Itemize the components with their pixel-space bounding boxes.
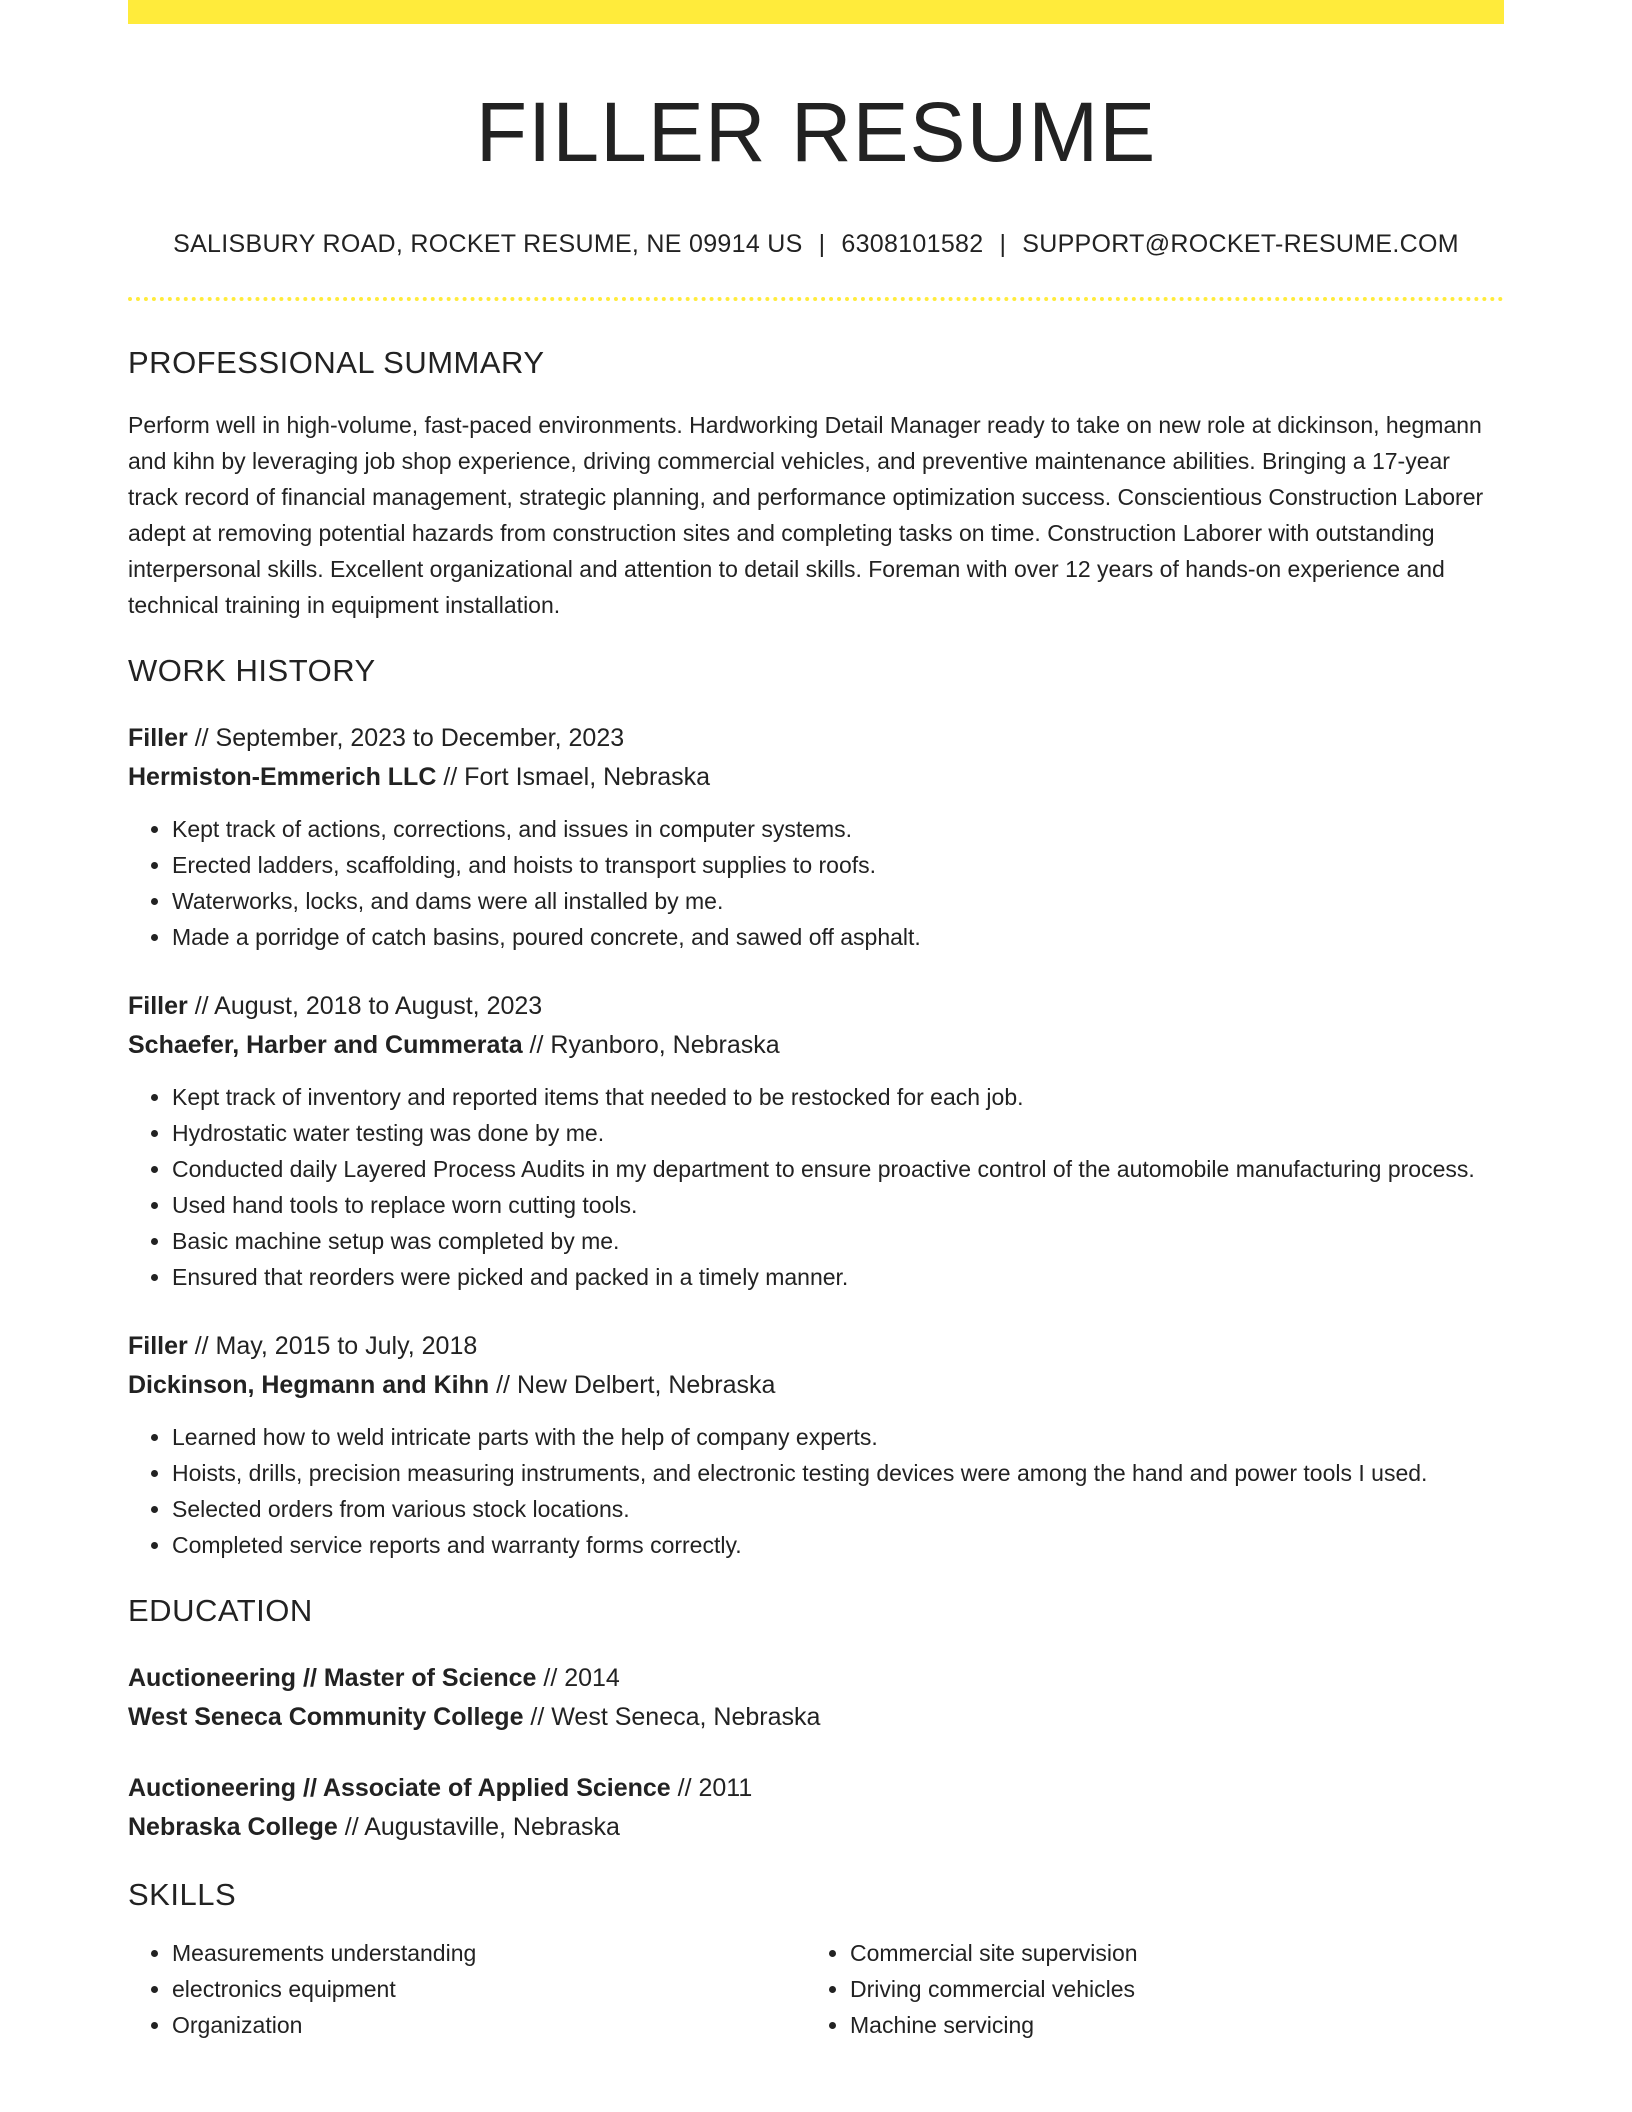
list-item: • Erected ladders, scaffolding, and hoists to transport supplies to roofs. xyxy=(172,847,1504,883)
skill-item: • electronics equipment xyxy=(172,1971,806,2007)
contact-address: SALISBURY ROAD, ROCKET RESUME, NE 09914 US xyxy=(173,230,803,259)
summary-text: Perform well in high-volume, fast-paced environments. Hardworking Detail Manager ready to take on new role at dickinson, hegmann and kihn by leveraging job shop experience, driving commercial vehicles, and preventive maintenance abilities. Bringing a 17-year track record of financial management, strategic planning, and performance optimization success. Conscientious Construction Laborer adept at removing potential hazards from construction sites and completing tasks on time. Construction Laborer with outstanding interpersonal skills. Excellent organizational and attention to detail skills. Foreman with over 12 years of hands-on experience and technical training in equipment installation. xyxy=(128,412,1484,619)
education-degree: Auctioneering // Master of Science xyxy=(128,1664,537,1693)
summary-heading: PROFESSIONAL SUMMARY xyxy=(128,345,545,381)
education-entry xyxy=(128,1769,1504,1847)
skill-item: • Organization xyxy=(172,2007,806,2043)
contact-separator: | xyxy=(818,230,826,259)
education-location: // West Seneca, Nebraska xyxy=(523,1703,821,1732)
list-item: • Learned how to weld intricate parts with the help of company experts. xyxy=(172,1419,1504,1455)
job-location: // Ryanboro, Nebraska xyxy=(522,1031,780,1060)
list-item: • Completed service reports and warranty forms correctly. xyxy=(172,1527,1504,1563)
education-entry xyxy=(128,1659,1504,1737)
education-school: Nebraska College xyxy=(128,1813,338,1842)
job-dates: // August, 2018 to August, 2023 xyxy=(187,992,543,1021)
education-degree-line xyxy=(128,1769,1504,1808)
list-item: • Kept track of actions, corrections, and issues in computer systems. xyxy=(172,811,1504,847)
dotted-divider xyxy=(128,297,1504,301)
contact-phone: 6308101582 xyxy=(841,230,984,259)
job-title-line xyxy=(128,719,1504,758)
job-bullets xyxy=(128,1419,1504,1563)
list-item: • Waterworks, locks, and dams were all installed by me. xyxy=(172,883,1504,919)
education-year: // 2014 xyxy=(536,1664,620,1693)
education-heading: EDUCATION xyxy=(128,1593,313,1629)
job-company-line xyxy=(128,758,1504,797)
job-role: Filler xyxy=(128,724,188,753)
list-item: • Hydrostatic water testing was done by me. xyxy=(172,1115,1504,1151)
job-title-line xyxy=(128,987,1504,1026)
job-bullets xyxy=(128,1079,1504,1295)
job-location: // New Delbert, Nebraska xyxy=(489,1371,776,1400)
list-item: • Ensured that reorders were picked and packed in a timely manner. xyxy=(172,1259,1504,1295)
education-school-line xyxy=(128,1808,1504,1847)
education-location: // Augustaville, Nebraska xyxy=(337,1813,620,1842)
contact-email: SUPPORT@ROCKET-RESUME.COM xyxy=(1022,230,1459,259)
job-company-line xyxy=(128,1026,1504,1065)
list-item: • Basic machine setup was completed by me. xyxy=(172,1223,1504,1259)
list-item: • Conducted daily Layered Process Audits in my department to ensure proactive control of the automobile manufacturing process. xyxy=(172,1151,1504,1187)
skill-item: • Machine servicing xyxy=(850,2007,1484,2043)
skills-right-column xyxy=(806,1935,1484,2043)
skill-item: • Driving commercial vehicles xyxy=(850,1971,1484,2007)
list-item: • Hoists, drills, precision measuring instruments, and electronic testing devices were among the hand and power tools I used. xyxy=(172,1455,1504,1491)
list-item: • Made a porridge of catch basins, poured concrete, and sawed off asphalt. xyxy=(172,919,1504,955)
skill-item: • Commercial site supervision xyxy=(850,1935,1484,1971)
skills-left-column xyxy=(128,1935,806,2043)
education-school: West Seneca Community College xyxy=(128,1703,524,1732)
job-company: Hermiston-Emmerich LLC xyxy=(128,763,437,792)
list-item: • Used hand tools to replace worn cutting tools. xyxy=(172,1187,1504,1223)
resume-page xyxy=(128,0,1504,2043)
job-company: Dickinson, Hegmann and Kihn xyxy=(128,1371,490,1400)
list-item: • Kept track of inventory and reported items that needed to be restocked for each job. xyxy=(172,1079,1504,1115)
resume-name: FILLER RESUME xyxy=(475,85,1157,179)
job-entry xyxy=(128,719,1504,955)
education-degree-line xyxy=(128,1659,1504,1698)
job-company-line xyxy=(128,1366,1504,1405)
job-location: // Fort Ismael, Nebraska xyxy=(436,763,711,792)
job-bullets xyxy=(128,811,1504,955)
job-dates: // May, 2015 to July, 2018 xyxy=(187,1332,478,1361)
skills-heading: SKILLS xyxy=(128,1877,237,1913)
job-dates: // September, 2023 to December, 2023 xyxy=(187,724,625,753)
accent-top-bar xyxy=(128,0,1504,24)
education-degree: Auctioneering // Associate of Applied Science xyxy=(128,1774,671,1803)
job-entry xyxy=(128,987,1504,1295)
skill-item: • Measurements understanding xyxy=(172,1935,806,1971)
work-history-heading: WORK HISTORY xyxy=(128,653,376,689)
contact-line xyxy=(128,230,1504,259)
skills-columns xyxy=(128,1935,1504,2043)
contact-separator: | xyxy=(999,230,1007,259)
list-item: • Selected orders from various stock locations. xyxy=(172,1491,1504,1527)
education-school-line xyxy=(128,1698,1504,1737)
education-year: // 2011 xyxy=(670,1774,753,1803)
job-role: Filler xyxy=(128,992,188,1021)
job-title-line xyxy=(128,1327,1504,1366)
job-company: Schaefer, Harber and Cummerata xyxy=(128,1031,523,1060)
job-role: Filler xyxy=(128,1332,188,1361)
job-entry xyxy=(128,1327,1504,1563)
